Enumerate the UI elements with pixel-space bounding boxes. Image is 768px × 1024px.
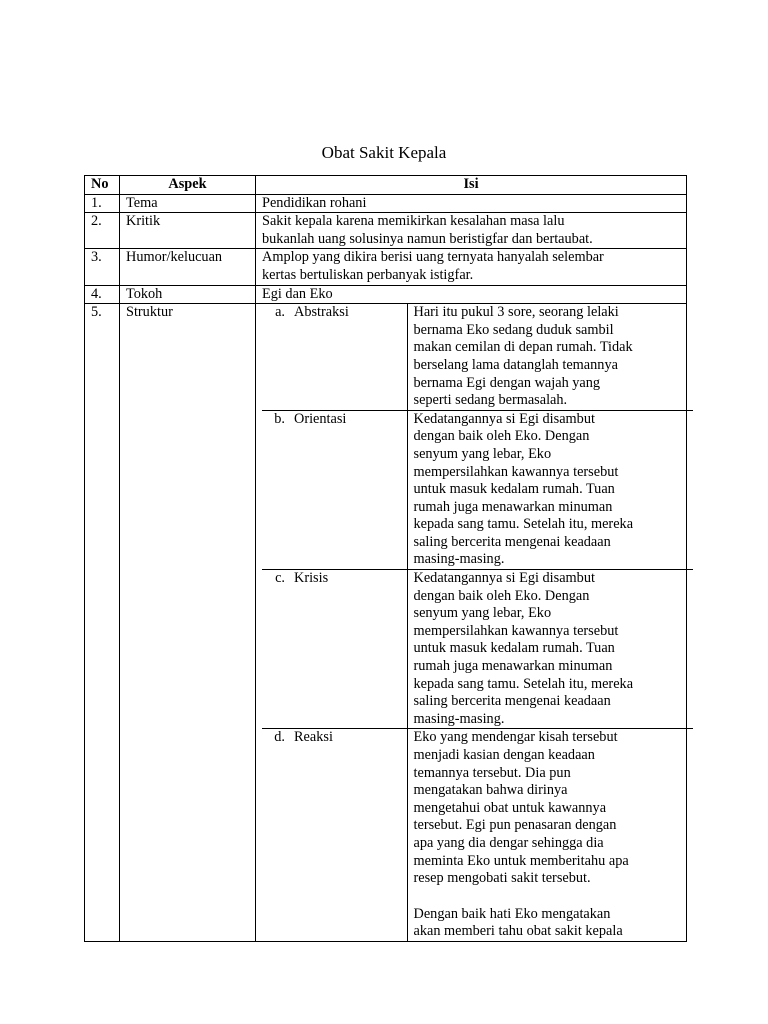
structure-row-abstraksi [262, 304, 693, 410]
row-aspek: Kritik [120, 213, 256, 249]
text-line: saling bercerita mengenai keadaan [413, 533, 611, 550]
structure-letter: a. [275, 304, 285, 321]
text-line: mempersilahkan kawannya tersebut [413, 463, 619, 480]
text-line: rumah juga menawarkan minuman [413, 498, 613, 515]
structure-text [407, 729, 693, 941]
structure-name: Abstraksi [294, 304, 349, 321]
text-line: untuk masuk kedalam rumah. Tuan [413, 481, 615, 498]
row-isi [256, 213, 687, 249]
header-isi: Isi [256, 176, 687, 195]
structure-label [262, 304, 407, 410]
text-line: senyum yang lebar, Eko [413, 445, 552, 462]
text-line: akan memberi tahu obat sakit kepala [413, 923, 623, 940]
table-header-row [85, 176, 687, 195]
table-row [85, 249, 687, 285]
row-aspek: Tokoh [120, 285, 256, 304]
row-number: 2. [85, 213, 120, 249]
row-isi: Egi dan Eko [256, 285, 687, 304]
structure-cell [256, 304, 687, 942]
text-line: menjadi kasian dengan keadaan [413, 747, 595, 763]
structure-text [407, 304, 693, 410]
text-line: resep mengobati sakit tersebut. [413, 870, 591, 887]
text-line: rumah juga menawarkan minuman [413, 658, 613, 675]
structure-text [407, 570, 693, 729]
structure-text [407, 410, 693, 569]
paragraph-gap [414, 888, 689, 906]
text-line: kepada sang tamu. Setelah itu, mereka [413, 516, 634, 533]
table-row [85, 285, 687, 304]
structure-name: Reaksi [294, 729, 333, 746]
text-line: Kedatangannya si Egi disambut [413, 570, 595, 587]
header-no: No [85, 176, 120, 195]
text-line: bernama Eko sedang duduk sambil [413, 321, 614, 338]
text-line: apa yang dia dengar sehingga dia [413, 834, 604, 851]
isi-line: kertas bertuliskan perbanyak istigfar. [262, 266, 474, 283]
text-line: senyum yang lebar, Eko [413, 605, 552, 622]
structure-name: Krisis [294, 570, 329, 587]
structure-table [262, 304, 693, 941]
row-number: 3. [85, 249, 120, 285]
structure-row-krisis [262, 570, 693, 729]
text-line: Dengan baik hati Eko mengatakan [413, 905, 611, 922]
text-line: masing-masing. [413, 551, 505, 568]
text-line: saling bercerita mengenai keadaan [413, 693, 611, 710]
row-aspek: Humor/kelucuan [120, 249, 256, 285]
text-line: Hari itu pukul 3 sore, seorang lelaki [413, 304, 619, 321]
text-line: Eko yang mendengar kisah tersebut [413, 729, 618, 746]
row-aspek: Struktur [120, 304, 256, 942]
structure-letter: d. [274, 729, 285, 746]
structure-row-orientasi [262, 410, 693, 569]
text-line: kepada sang tamu. Setelah itu, mereka [413, 675, 634, 692]
text-line: masing-masing. [413, 710, 505, 727]
text-line: mengatakan bahwa dirinya [413, 782, 568, 799]
table-row [85, 304, 687, 942]
text-line: tersebut. Egi pun penasaran dengan [413, 817, 617, 834]
structure-letter: c. [275, 570, 285, 587]
structure-label [262, 729, 407, 941]
text-line: untuk masuk kedalam rumah. Tuan [413, 640, 615, 657]
isi-line: Amplop yang dikira berisi uang ternyata hanyalah selembar [262, 249, 604, 266]
structure-letter: b. [274, 410, 285, 427]
text-line: mengetahui obat untuk kawannya [413, 799, 607, 816]
row-isi [256, 249, 687, 285]
row-aspek: Tema [120, 194, 256, 213]
text-line: bernama Egi dengan wajah yang [413, 374, 601, 391]
text-line: dengan baik oleh Eko. Dengan [413, 428, 590, 445]
row-isi: Pendidikan rohani [256, 194, 687, 213]
structure-label [262, 570, 407, 729]
structure-row-reaksi [262, 729, 693, 941]
page-title: Obat Sakit Kepala [321, 143, 447, 162]
content-table [84, 175, 687, 942]
text-line: meminta Eko untuk memberitahu apa [413, 852, 629, 869]
text-line: seperti sedang bermasalah. [413, 392, 568, 409]
row-number: 4. [85, 285, 120, 304]
table-row [85, 194, 687, 213]
text-line: mempersilahkan kawannya tersebut [413, 622, 619, 639]
table-row [85, 213, 687, 249]
text-line: makan cemilan di depan rumah. Tidak [413, 339, 633, 356]
header-aspek: Aspek [120, 176, 256, 195]
text-line: berselang lama datanglah temannya [413, 356, 618, 373]
isi-line: Sakit kepala karena memikirkan kesalahan masa lalu [262, 213, 565, 230]
text-line: dengan baik oleh Eko. Dengan [413, 587, 590, 604]
row-number: 1. [85, 194, 120, 213]
row-number: 5. [85, 304, 120, 942]
structure-label [262, 410, 407, 569]
structure-name: Orientasi [294, 410, 347, 427]
text-line: Kedatangannya si Egi disambut [413, 410, 595, 427]
isi-line: bukanlah uang solusinya namun beristigfar dan bertaubat. [262, 230, 593, 247]
text-line: temannya tersebut. Dia pun [413, 764, 571, 781]
